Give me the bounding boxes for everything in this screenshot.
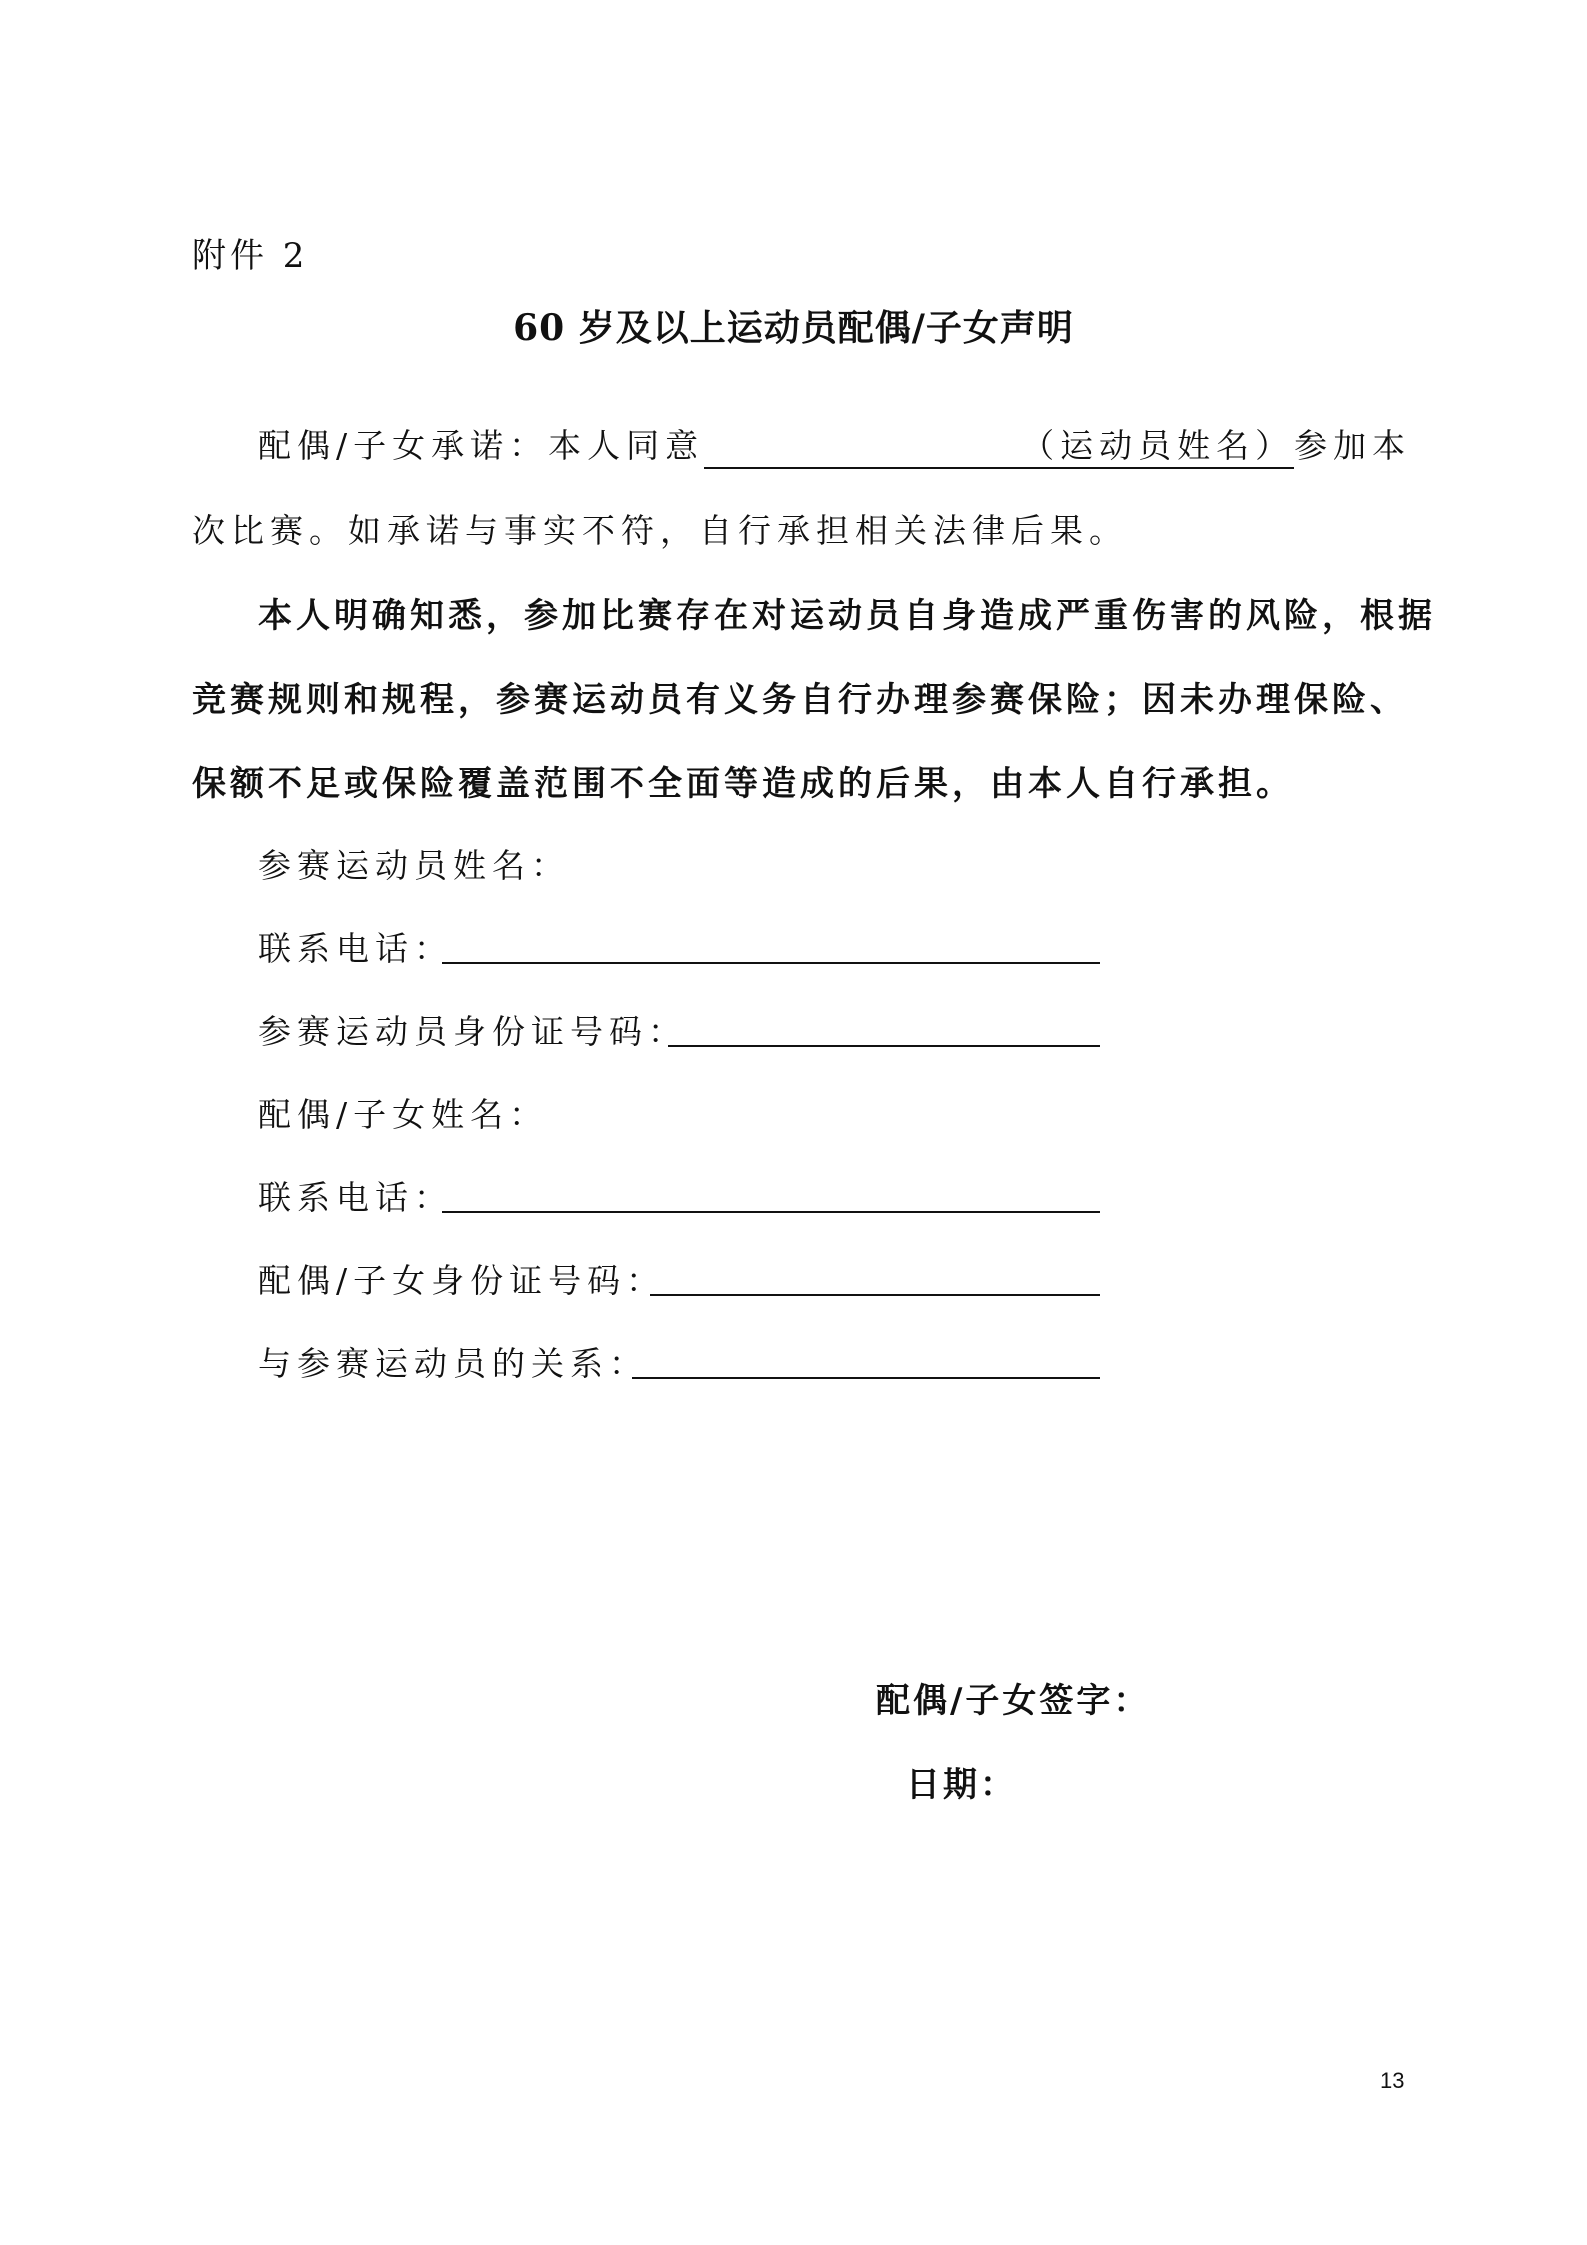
signature-label: 配偶/子女签字： bbox=[876, 1681, 1151, 1721]
relative-id-input-line[interactable] bbox=[650, 1294, 1100, 1296]
document-title: 60 岁及以上运动员配偶/子女声明 bbox=[513, 307, 1074, 349]
page-number: 13 bbox=[1380, 2068, 1405, 2093]
paragraph1-line2: 次比赛。如承诺与事实不符，自行承担相关法律后果。 bbox=[192, 511, 1128, 550]
attachment-label: 附件 2 bbox=[192, 236, 309, 276]
relative-name-label: 配偶/子女姓名： bbox=[258, 1095, 549, 1134]
relative-id-label: 配偶/子女身份证号码： bbox=[258, 1261, 666, 1300]
relationship-label: 与参赛运动员的关系： bbox=[258, 1344, 648, 1383]
athlete-id-label: 参赛运动员身份证号码： bbox=[258, 1012, 687, 1051]
paragraph2-line1: 本人明确知悉，参加比赛存在对运动员自身造成严重伤害的风险，根据 bbox=[258, 596, 1436, 636]
athlete-name-blank[interactable] bbox=[704, 420, 1294, 469]
paragraph2-line2: 竞赛规则和规程，参赛运动员有义务自行办理参赛保险；因未办理保险、 bbox=[192, 680, 1408, 720]
relative-phone-label: 联系电话： bbox=[258, 1178, 453, 1217]
date-label: 日期： bbox=[906, 1765, 1017, 1805]
consent-suffix: 参加本 bbox=[1294, 426, 1412, 465]
athlete-name-label: 参赛运动员姓名： bbox=[258, 846, 570, 885]
relationship-input-line[interactable] bbox=[632, 1377, 1100, 1379]
athlete-phone-label: 联系电话： bbox=[258, 929, 453, 968]
relative-phone-input-line[interactable] bbox=[442, 1211, 1100, 1213]
athlete-name-hint: （运动员姓名） bbox=[1021, 426, 1295, 465]
athlete-phone-input-line[interactable] bbox=[442, 962, 1100, 964]
athlete-id-input-line[interactable] bbox=[668, 1045, 1100, 1047]
consent-prefix: 配偶/子女承诺：本人同意 bbox=[258, 426, 705, 465]
paragraph1-line1 bbox=[258, 420, 1411, 469]
paragraph2-line3: 保额不足或保险覆盖范围不全面等造成的后果，由本人自行承担。 bbox=[192, 764, 1294, 804]
